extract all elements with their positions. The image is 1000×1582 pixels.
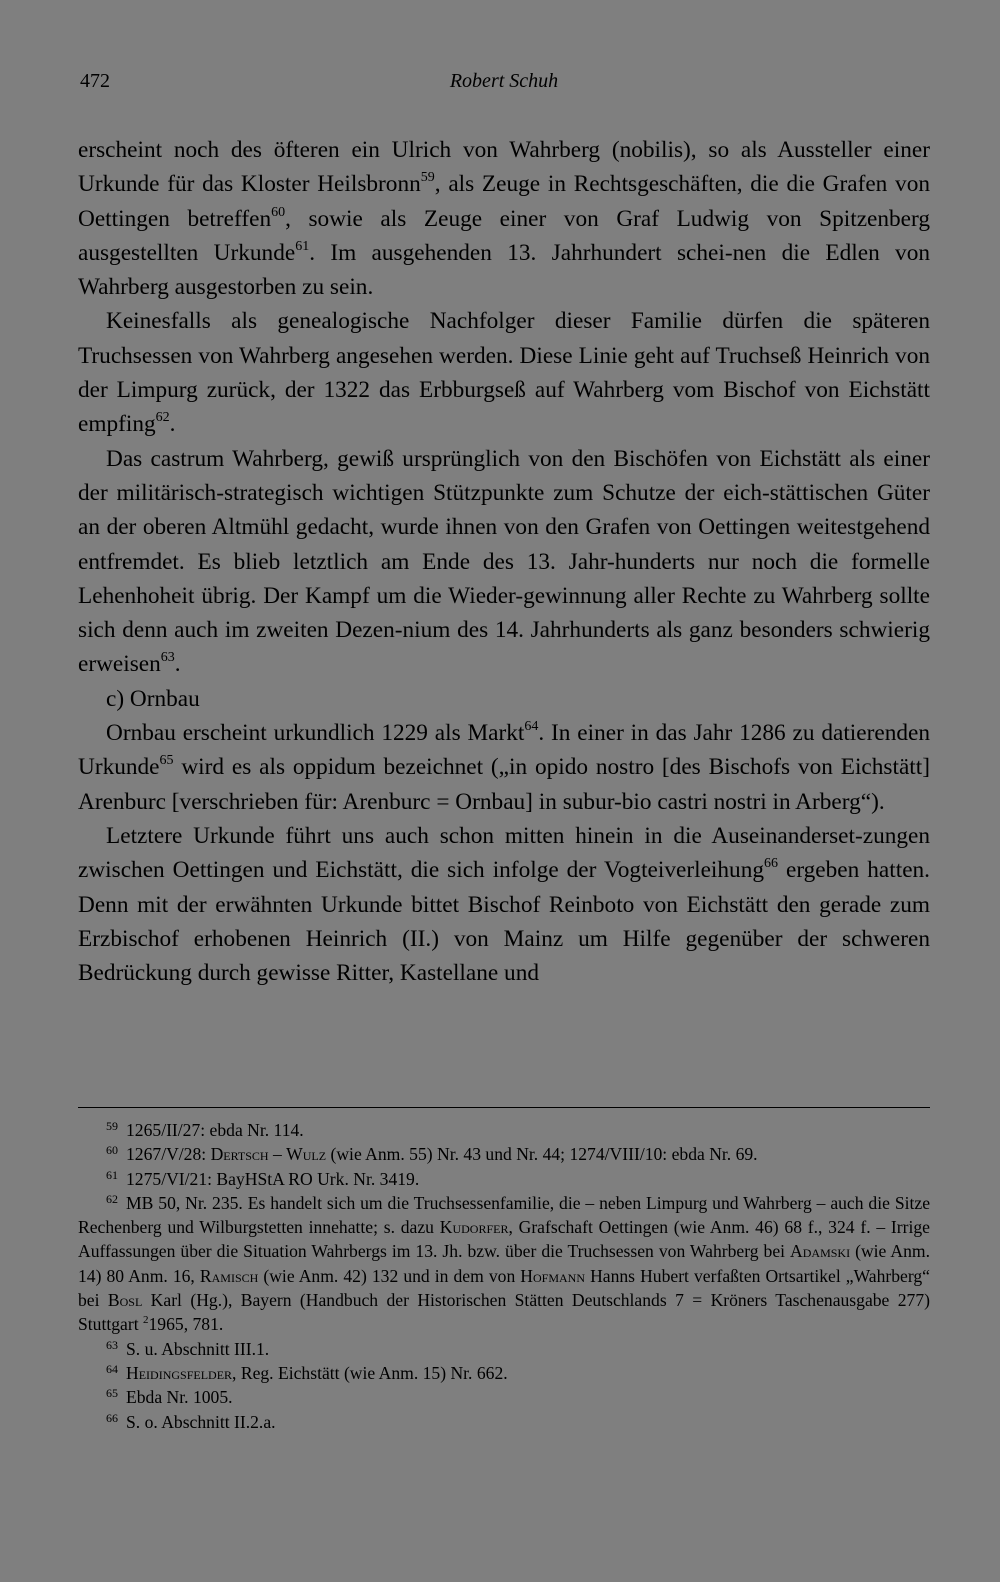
author-name: Kudorfer	[439, 1217, 509, 1238]
footnote-65	[78, 1385, 930, 1409]
footnote-text: , Reg. Eichstätt (wie Anm. 15) Nr. 662.	[232, 1362, 508, 1383]
paragraph-1	[78, 133, 930, 304]
footnote-59	[78, 1118, 930, 1142]
footnote-text: 1275/VI/21: BayHStA RO Urk. Nr. 3419.	[126, 1168, 420, 1189]
edition-superscript: 2	[143, 1314, 149, 1327]
footnote-text: S. u. Abschnitt III.1.	[126, 1338, 270, 1359]
author-name: Bosl	[107, 1290, 143, 1311]
footnote-ref: 63	[160, 650, 175, 666]
footnote-ref: 62	[155, 410, 170, 426]
section-heading: c) Ornbau	[106, 685, 200, 712]
footnote-60	[78, 1142, 930, 1166]
footnote-number: 59	[106, 1119, 118, 1133]
footnote-number: 64	[106, 1361, 118, 1376]
text-run: Keinesfalls als genealogische Nachfolger dieser Familie dürfen die späteren Truchsessen von Wahrberg angesehen werden. Diese Linie geht auf Truchseß Heinrich von der Limpurg zurück, der 1322 das Erbburgseß auf Wahrberg vom Bischof von Eichstätt empfing	[78, 308, 930, 438]
footnote-ref: 64	[524, 719, 539, 735]
running-title: Robert Schuh	[449, 70, 559, 92]
footnote-number: 66	[106, 1410, 118, 1425]
text-run: Das castrum Wahrberg, gewiß ursprünglich von den Bischöfen von Eichstätt als einer der militärisch-strategisch wichtigen Stützpunkte zum Schutze der eich-stättischen Güter an der oberen Altmühl gedacht, wurde ihnen von den Grafen von Oettingen weitestgehend entfremdet. Es blieb letztlich am Ende des 13. Jahr-hunderts nur noch die formelle Lehenhoheit übrig. Der Kampf um die Wieder-gewinnung aller Rechte zu Wahrberg sollte sich denn auch im zweiten Dezen-nium des 14. Jahrhunderts als ganz besonders schwierig erweisen	[78, 445, 930, 678]
author-name: Ramisch	[199, 1265, 259, 1286]
footnote-number: 62	[106, 1191, 118, 1206]
text-run: , sowie als Zeuge einer von Graf Ludwig von Spitzenberg ausgestellten Urkunde	[78, 205, 930, 266]
author-name: Dertsch	[210, 1144, 269, 1165]
text-run: wird es als oppidum bezeichnet („in opido nostro [des Bischofs von Eichstätt] Arenburc [verschrieben für: Arenburc = Ornbau] in subur-bio castri nostri in Arberg“).	[78, 754, 930, 815]
footnote-number: 61	[106, 1167, 118, 1182]
footnote-text: MB 50, Nr. 235. Es handelt sich um die Truchsessenfamilie, die – neben Limpurg und Wahrberg – auch die Sitze Rechenberg und Wilburgstetten innehatte; s. dazu	[78, 1192, 930, 1238]
text-run: , als Zeuge in Rechtsgeschäften, die die Grafen von Oettingen betreffen	[78, 171, 930, 232]
text-run: ergeben hatten. Denn mit der erwähnten Urkunde bittet Bischof Reinboto von Eichstätt den gerade zum Erzbischof erhobenen Heinrich (II.) von Mainz um Hilfe gegenüber der schweren Bedrückung durch gewisse Ritter, Kastellane und	[78, 857, 931, 987]
author-name: Hofmann	[520, 1265, 586, 1286]
text-run: .	[174, 651, 181, 678]
paragraph-3	[78, 442, 930, 682]
page-number: 472	[80, 70, 110, 92]
footnote-text: S. o. Abschnitt II.2.a.	[126, 1411, 276, 1432]
author-name: Adamski	[790, 1241, 851, 1262]
footnote-text: Ebda Nr. 1005.	[126, 1387, 233, 1408]
footnote-text: 1965, 781.	[148, 1314, 224, 1335]
footnote-ref: 60	[271, 204, 286, 220]
footnote-62	[78, 1191, 930, 1337]
footnote-number: 65	[106, 1386, 118, 1401]
footnote-ref: 65	[159, 753, 174, 769]
footnote-text: (wie Anm. 55) Nr. 43 und Nr. 44; 1274/VIII/10: ebda Nr. 69.	[326, 1144, 758, 1165]
paragraph-4	[78, 716, 930, 819]
footnote-63	[78, 1337, 930, 1361]
main-text	[78, 133, 930, 990]
footnote-66	[78, 1410, 930, 1434]
footnote-ref: 61	[295, 238, 310, 254]
footnote-number: 63	[106, 1337, 118, 1352]
footnote-61	[78, 1167, 930, 1191]
text-run: Letztere Urkunde führt uns auch schon mitten hinein in die Auseinanderset-zungen zwischen Oettingen und Eichstätt, die sich infolge der Vogteiverleihung	[78, 822, 930, 884]
footnote-ref: 59	[420, 170, 435, 186]
footnotes	[78, 1118, 930, 1434]
footnote-separator	[78, 1107, 930, 1108]
paragraph-2	[78, 304, 930, 441]
text-run: . In einer in das Jahr 1286 zu datierenden Urkunde	[78, 720, 930, 781]
footnote-text: , Grafschaft Oettingen (wie Anm. 46) 68 f., 324 f. – Irrige Auffassungen über die Situation Wahrbergs im 13. Jh. bzw. über die Truchsessen von Wahrberg bei	[78, 1217, 930, 1262]
author-name: Wulz	[286, 1144, 327, 1165]
page-header	[78, 70, 930, 100]
footnote-text: 1267/V/28:	[126, 1144, 211, 1165]
text-run: .	[169, 411, 176, 438]
footnote-text: (wie Anm. 42) 132 und in dem von	[258, 1265, 521, 1286]
author-name: Heidingsfelder	[126, 1362, 233, 1383]
footnote-text: (wie Anm. 14) 80 Anm. 16,	[78, 1241, 930, 1286]
footnote-64	[78, 1361, 930, 1385]
text-run: erscheint noch des öfteren ein Ulrich von Wahrberg (nobilis), so als Aussteller einer Urkunde für das Kloster Heilsbronn	[78, 137, 930, 198]
footnote-text: 1265/II/27: ebda Nr. 114.	[126, 1120, 304, 1140]
footnote-text: –	[268, 1144, 287, 1165]
text-run: . Im ausgehenden 13. Jahrhundert schei-nen die Edlen von Wahrberg ausgestorben zu sein.	[78, 239, 930, 301]
text-run: Ornbau erscheint urkundlich 1229 als Markt	[106, 720, 525, 747]
footnote-text: Hanns Hubert verfaßten Ortsartikel „Wahrberg“ bei	[78, 1265, 930, 1311]
footnote-number: 60	[106, 1143, 118, 1158]
footnote-ref: 66	[764, 856, 778, 872]
footnote-text: Karl (Hg.), Bayern (Handbuch der Historischen Stätten Deutschlands 7 = Kröners Taschenausgabe 277) Stuttgart	[78, 1290, 930, 1335]
paragraph-5	[78, 819, 930, 990]
